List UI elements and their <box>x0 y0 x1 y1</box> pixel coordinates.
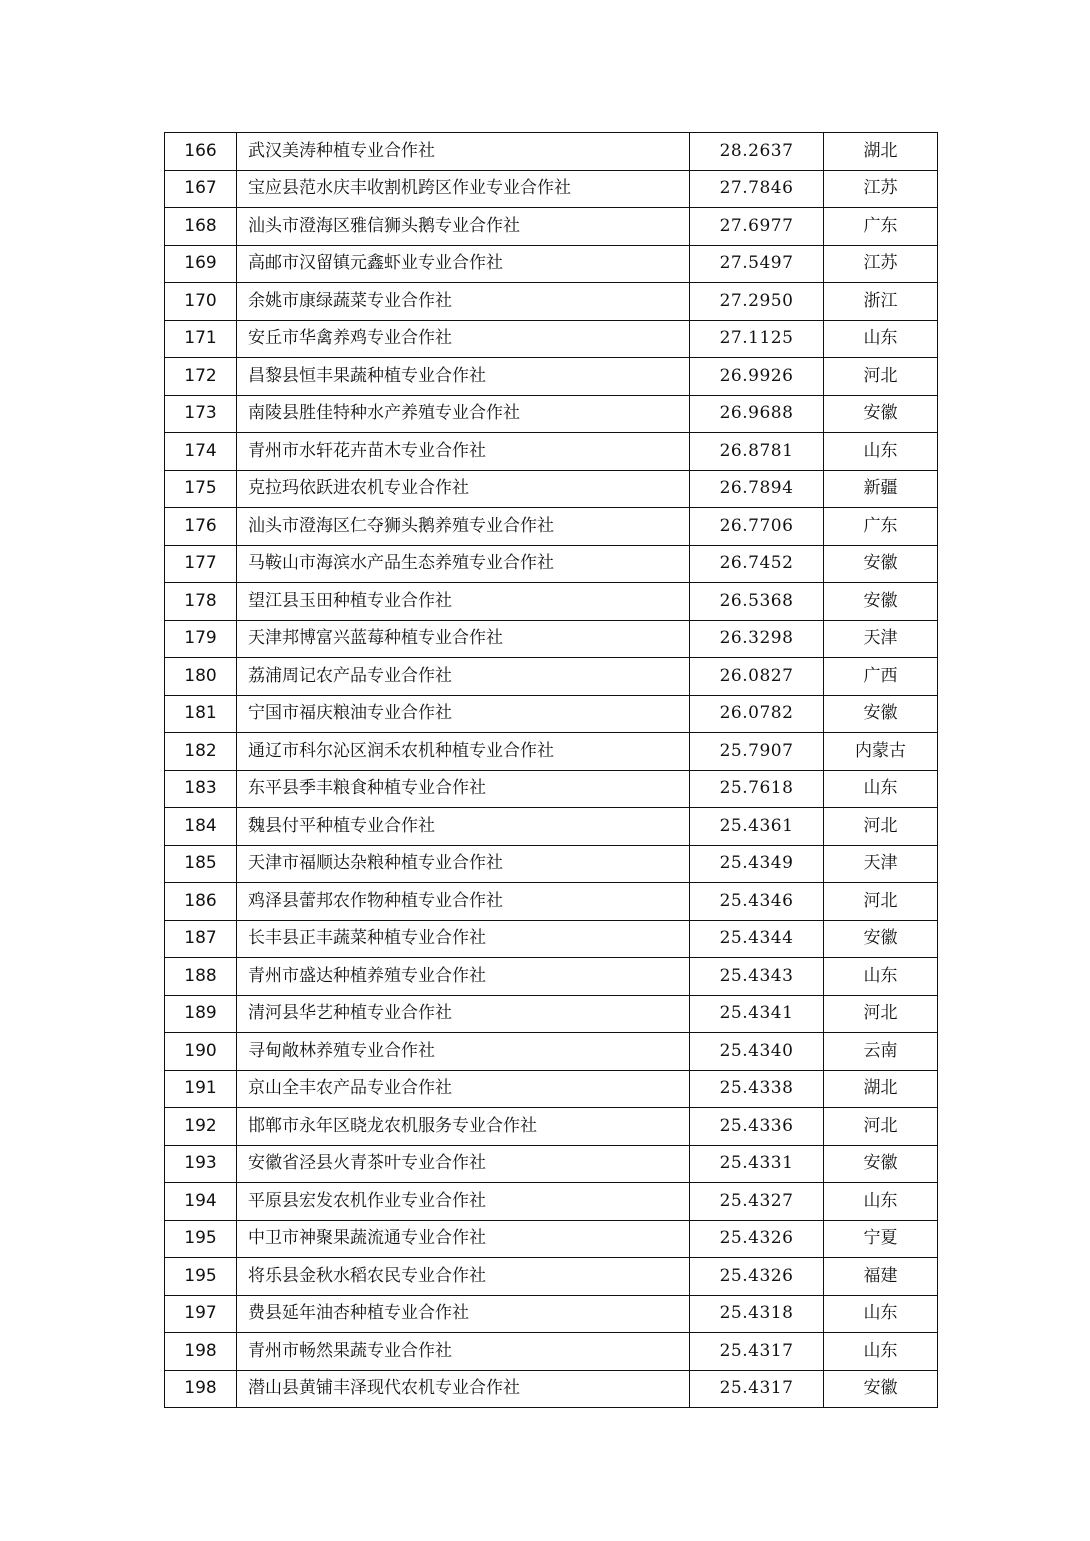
rank-cell: 174 <box>165 433 237 471</box>
cooperative-name-cell: 宝应县范水庆丰收割机跨区作业专业合作社 <box>237 170 690 208</box>
cooperative-name-cell: 马鞍山市海滨水产品生态养殖专业合作社 <box>237 545 690 583</box>
cooperative-name-cell: 汕头市澄海区仁夺狮头鹅养殖专业合作社 <box>237 508 690 546</box>
rank-cell: 176 <box>165 508 237 546</box>
rank-cell: 182 <box>165 733 237 771</box>
table-row <box>165 695 938 733</box>
province-cell: 湖北 <box>824 1070 938 1108</box>
rank-cell: 193 <box>165 1145 237 1183</box>
ranking-table-body <box>165 133 938 1408</box>
cooperative-name-cell: 安徽省泾县火青茶叶专业合作社 <box>237 1145 690 1183</box>
province-cell: 河北 <box>824 883 938 921</box>
table-row <box>165 1033 938 1071</box>
score-cell: 25.4327 <box>690 1183 824 1221</box>
province-cell: 安徽 <box>824 583 938 621</box>
score-cell: 25.4344 <box>690 920 824 958</box>
rank-cell: 188 <box>165 958 237 996</box>
province-cell: 江苏 <box>824 245 938 283</box>
score-cell: 25.4336 <box>690 1108 824 1146</box>
table-row <box>165 395 938 433</box>
province-cell: 河北 <box>824 358 938 396</box>
score-cell: 26.7894 <box>690 470 824 508</box>
table-row <box>165 620 938 658</box>
cooperative-name-cell: 天津邦博富兴蓝莓种植专业合作社 <box>237 620 690 658</box>
rank-cell: 194 <box>165 1183 237 1221</box>
cooperative-name-cell: 青州市畅然果蔬专业合作社 <box>237 1333 690 1371</box>
province-cell: 安徽 <box>824 920 938 958</box>
cooperative-name-cell: 青州市水轩花卉苗木专业合作社 <box>237 433 690 471</box>
cooperative-name-cell: 余姚市康绿蔬菜专业合作社 <box>237 283 690 321</box>
province-cell: 云南 <box>824 1033 938 1071</box>
table-row <box>165 995 938 1033</box>
cooperative-name-cell: 京山全丰农产品专业合作社 <box>237 1070 690 1108</box>
table-row <box>165 733 938 771</box>
cooperative-name-cell: 昌黎县恒丰果蔬种植专业合作社 <box>237 358 690 396</box>
score-cell: 26.8781 <box>690 433 824 471</box>
table-row <box>165 770 938 808</box>
province-cell: 山东 <box>824 770 938 808</box>
rank-cell: 189 <box>165 995 237 1033</box>
score-cell: 27.5497 <box>690 245 824 283</box>
score-cell: 25.4341 <box>690 995 824 1033</box>
province-cell: 山东 <box>824 1295 938 1333</box>
table-row <box>165 133 938 171</box>
table-row <box>165 1145 938 1183</box>
table-row <box>165 545 938 583</box>
score-cell: 27.6977 <box>690 208 824 246</box>
rank-cell: 198 <box>165 1333 237 1371</box>
rank-cell: 179 <box>165 620 237 658</box>
score-cell: 25.4326 <box>690 1220 824 1258</box>
cooperative-name-cell: 清河县华艺种植专业合作社 <box>237 995 690 1033</box>
cooperative-name-cell: 平原县宏发农机作业专业合作社 <box>237 1183 690 1221</box>
cooperative-name-cell: 魏县付平种植专业合作社 <box>237 808 690 846</box>
rank-cell: 192 <box>165 1108 237 1146</box>
cooperative-name-cell: 费县延年油杏种植专业合作社 <box>237 1295 690 1333</box>
rank-cell: 166 <box>165 133 237 171</box>
score-cell: 25.4317 <box>690 1370 824 1408</box>
rank-cell: 177 <box>165 545 237 583</box>
province-cell: 江苏 <box>824 170 938 208</box>
score-cell: 26.9926 <box>690 358 824 396</box>
score-cell: 26.0827 <box>690 658 824 696</box>
rank-cell: 169 <box>165 245 237 283</box>
table-row <box>165 583 938 621</box>
province-cell: 湖北 <box>824 133 938 171</box>
rank-cell: 172 <box>165 358 237 396</box>
rank-cell: 180 <box>165 658 237 696</box>
score-cell: 26.5368 <box>690 583 824 621</box>
province-cell: 安徽 <box>824 395 938 433</box>
table-row <box>165 470 938 508</box>
table-row <box>165 170 938 208</box>
table-row <box>165 658 938 696</box>
cooperative-name-cell: 汕头市澄海区雅信狮头鹅专业合作社 <box>237 208 690 246</box>
cooperative-name-cell: 南陵县胜佳特种水产养殖专业合作社 <box>237 395 690 433</box>
rank-cell: 186 <box>165 883 237 921</box>
score-cell: 25.4331 <box>690 1145 824 1183</box>
rank-cell: 195 <box>165 1258 237 1296</box>
province-cell: 宁夏 <box>824 1220 938 1258</box>
rank-cell: 173 <box>165 395 237 433</box>
cooperative-name-cell: 将乐县金秋水稻农民专业合作社 <box>237 1258 690 1296</box>
province-cell: 福建 <box>824 1258 938 1296</box>
table-row <box>165 508 938 546</box>
province-cell: 安徽 <box>824 545 938 583</box>
ranking-table <box>164 132 938 1408</box>
province-cell: 山东 <box>824 1333 938 1371</box>
province-cell: 河北 <box>824 808 938 846</box>
cooperative-name-cell: 望江县玉田种植专业合作社 <box>237 583 690 621</box>
score-cell: 27.7846 <box>690 170 824 208</box>
province-cell: 河北 <box>824 1108 938 1146</box>
rank-cell: 183 <box>165 770 237 808</box>
rank-cell: 185 <box>165 845 237 883</box>
table-row <box>165 1333 938 1371</box>
table-row <box>165 433 938 471</box>
cooperative-name-cell: 邯郸市永年区晓龙农机服务专业合作社 <box>237 1108 690 1146</box>
cooperative-name-cell: 高邮市汉留镇元鑫虾业专业合作社 <box>237 245 690 283</box>
rank-cell: 197 <box>165 1295 237 1333</box>
cooperative-name-cell: 克拉玛依跃进农机专业合作社 <box>237 470 690 508</box>
cooperative-name-cell: 天津市福顺达杂粮种植专业合作社 <box>237 845 690 883</box>
rank-cell: 195 <box>165 1220 237 1258</box>
score-cell: 25.4346 <box>690 883 824 921</box>
province-cell: 安徽 <box>824 695 938 733</box>
table-row <box>165 1183 938 1221</box>
table-row <box>165 245 938 283</box>
rank-cell: 187 <box>165 920 237 958</box>
cooperative-name-cell: 通辽市科尔沁区润禾农机种植专业合作社 <box>237 733 690 771</box>
score-cell: 25.4317 <box>690 1333 824 1371</box>
cooperative-name-cell: 荔浦周记农产品专业合作社 <box>237 658 690 696</box>
cooperative-name-cell: 东平县季丰粮食种植专业合作社 <box>237 770 690 808</box>
cooperative-name-cell: 长丰县正丰蔬菜种植专业合作社 <box>237 920 690 958</box>
province-cell: 天津 <box>824 845 938 883</box>
table-row <box>165 1070 938 1108</box>
score-cell: 25.4349 <box>690 845 824 883</box>
table-row <box>165 1108 938 1146</box>
province-cell: 新疆 <box>824 470 938 508</box>
rank-cell: 168 <box>165 208 237 246</box>
score-cell: 25.4338 <box>690 1070 824 1108</box>
province-cell: 浙江 <box>824 283 938 321</box>
table-row <box>165 283 938 321</box>
table-row <box>165 883 938 921</box>
rank-cell: 181 <box>165 695 237 733</box>
table-row <box>165 358 938 396</box>
province-cell: 河北 <box>824 995 938 1033</box>
table-row <box>165 845 938 883</box>
table-row <box>165 1258 938 1296</box>
table-row <box>165 958 938 996</box>
province-cell: 广东 <box>824 508 938 546</box>
rank-cell: 184 <box>165 808 237 846</box>
score-cell: 26.7706 <box>690 508 824 546</box>
province-cell: 安徽 <box>824 1145 938 1183</box>
rank-cell: 175 <box>165 470 237 508</box>
province-cell: 广西 <box>824 658 938 696</box>
score-cell: 25.4340 <box>690 1033 824 1071</box>
score-cell: 26.9688 <box>690 395 824 433</box>
table-row <box>165 1220 938 1258</box>
score-cell: 27.2950 <box>690 283 824 321</box>
province-cell: 山东 <box>824 1183 938 1221</box>
rank-cell: 178 <box>165 583 237 621</box>
score-cell: 25.4326 <box>690 1258 824 1296</box>
rank-cell: 170 <box>165 283 237 321</box>
score-cell: 27.1125 <box>690 320 824 358</box>
province-cell: 山东 <box>824 958 938 996</box>
score-cell: 25.4361 <box>690 808 824 846</box>
table-row <box>165 320 938 358</box>
table-row <box>165 1295 938 1333</box>
score-cell: 25.7907 <box>690 733 824 771</box>
rank-cell: 191 <box>165 1070 237 1108</box>
rank-cell: 190 <box>165 1033 237 1071</box>
rank-cell: 171 <box>165 320 237 358</box>
rank-cell: 198 <box>165 1370 237 1408</box>
score-cell: 26.3298 <box>690 620 824 658</box>
score-cell: 26.0782 <box>690 695 824 733</box>
cooperative-name-cell: 安丘市华禽养鸡专业合作社 <box>237 320 690 358</box>
score-cell: 25.4318 <box>690 1295 824 1333</box>
cooperative-name-cell: 鸡泽县蕾邦农作物种植专业合作社 <box>237 883 690 921</box>
score-cell: 25.7618 <box>690 770 824 808</box>
cooperative-name-cell: 武汉美涛种植专业合作社 <box>237 133 690 171</box>
table-row <box>165 1370 938 1408</box>
rank-cell: 167 <box>165 170 237 208</box>
province-cell: 山东 <box>824 320 938 358</box>
score-cell: 28.2637 <box>690 133 824 171</box>
cooperative-name-cell: 中卫市神聚果蔬流通专业合作社 <box>237 1220 690 1258</box>
table-row <box>165 920 938 958</box>
province-cell: 山东 <box>824 433 938 471</box>
score-cell: 25.4343 <box>690 958 824 996</box>
province-cell: 内蒙古 <box>824 733 938 771</box>
score-cell: 26.7452 <box>690 545 824 583</box>
province-cell: 天津 <box>824 620 938 658</box>
table-row <box>165 808 938 846</box>
cooperative-name-cell: 潜山县黄铺丰泽现代农机专业合作社 <box>237 1370 690 1408</box>
province-cell: 安徽 <box>824 1370 938 1408</box>
cooperative-name-cell: 青州市盛达种植养殖专业合作社 <box>237 958 690 996</box>
table-row <box>165 208 938 246</box>
cooperative-name-cell: 寻甸敞林养殖专业合作社 <box>237 1033 690 1071</box>
cooperative-name-cell: 宁国市福庆粮油专业合作社 <box>237 695 690 733</box>
province-cell: 广东 <box>824 208 938 246</box>
